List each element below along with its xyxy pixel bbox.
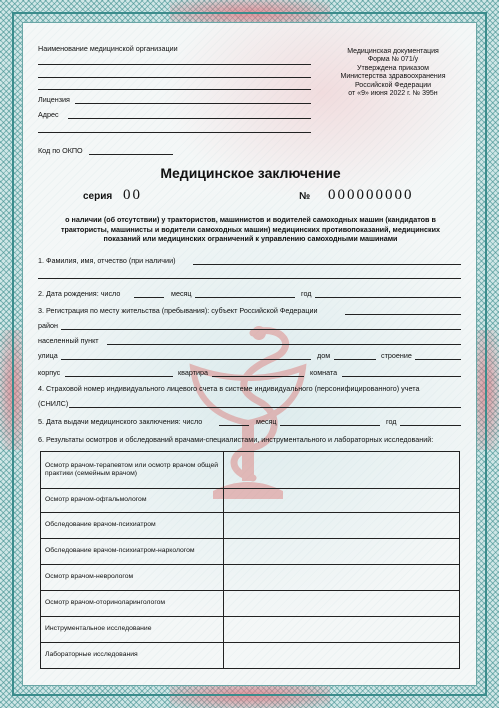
birth-month-line[interactable]	[195, 297, 295, 298]
birth-month-label: месяц	[171, 289, 192, 298]
exam-result-cell[interactable]	[224, 565, 460, 591]
doc-info-line: Медицинская документация	[347, 48, 439, 55]
district-line[interactable]	[61, 329, 461, 330]
org-name-line-3[interactable]	[38, 89, 311, 90]
subtitle-line: о наличии (об отсутствии) у трактористов, машинистов и водителей самоходных машин (кандидатов в	[65, 215, 436, 224]
table-row	[41, 452, 460, 489]
flat-line[interactable]	[212, 376, 304, 377]
exams-table	[40, 451, 460, 669]
fio-label: 1. Фамилия, имя, отчество (при наличии)	[38, 256, 176, 265]
fio-line-2[interactable]	[38, 278, 461, 279]
registration-label: 3. Регистрация по месту жительства (пребывания): субъект Российской Федерации	[38, 306, 318, 315]
exam-result-cell[interactable]	[224, 452, 460, 489]
exam-result-cell[interactable]	[224, 539, 460, 565]
number-label: №	[299, 191, 311, 202]
exam-name: Обследование врачом-психиатром-наркологом	[41, 539, 224, 565]
street-label: улица	[38, 351, 58, 360]
doc-info-line: Форма № 071/у	[367, 56, 419, 64]
page-title: Медицинское заключение	[160, 165, 341, 181]
registration-subject-line[interactable]	[345, 314, 461, 315]
birth-year-line[interactable]	[315, 297, 461, 298]
birth-year-label: год	[301, 289, 312, 298]
birth-day-line[interactable]	[134, 297, 164, 298]
building-label: строение	[381, 351, 412, 360]
seria-label: серия	[83, 191, 113, 202]
district-label: район	[38, 321, 58, 330]
issue-month-line[interactable]	[280, 425, 380, 426]
org-name-label: Наименование медицинской организации	[38, 44, 178, 53]
korpus-line[interactable]	[65, 376, 173, 377]
exam-name: Осмотр врачом-офтальмологом	[41, 489, 224, 513]
table-row	[41, 565, 460, 591]
address-line-1[interactable]	[68, 118, 311, 119]
issue-year-line[interactable]	[400, 425, 461, 426]
room-line[interactable]	[342, 376, 461, 377]
table-row	[41, 513, 460, 539]
table-row	[41, 643, 460, 669]
subtitle-line: показаний или медицинских ограничений к управлению самоходными машинами	[103, 234, 398, 243]
exam-name: Осмотр врачом-терапевтом или осмотр врачом общей практики (семейным врачом)	[41, 452, 224, 489]
exam-result-cell[interactable]	[224, 591, 460, 617]
exam-result-cell[interactable]	[224, 643, 460, 669]
house-label: дом	[317, 351, 331, 360]
korpus-label: корпус	[38, 368, 61, 377]
locality-label: населенный пункт	[38, 336, 99, 345]
results-label: 6. Результаты осмотров и обследований врачами-специалистами, инструментального и лабораторных исследований:	[38, 435, 434, 444]
exam-name: Осмотр врачом-неврологом	[41, 565, 224, 591]
document-form-info	[323, 48, 463, 98]
issue-date-label: 5. Дата выдачи медицинского заключения: число	[38, 417, 203, 426]
exam-name: Осмотр врачом-оториноларингологом	[41, 591, 224, 617]
org-name-line-1[interactable]	[38, 64, 311, 65]
exam-name: Инструментальное исследование	[41, 617, 224, 643]
exam-result-cell[interactable]	[224, 513, 460, 539]
building-line[interactable]	[415, 359, 461, 360]
house-line[interactable]	[334, 359, 376, 360]
okpo-label: Код по ОКПО	[38, 146, 83, 155]
exam-name: Обследование врачом-психиатром	[41, 513, 224, 539]
subtitle-line: трактористы, машинисты и водители самоходных машин) медицинских противопоказаний, медицинских	[61, 224, 440, 234]
subtitle	[33, 215, 468, 244]
license-line[interactable]	[75, 103, 311, 104]
issue-year-label: год	[386, 417, 397, 426]
org-name-line-2[interactable]	[38, 77, 311, 78]
exam-result-cell[interactable]	[224, 617, 460, 643]
doc-info-line: от «9» июня 2022 г. № 395н	[348, 90, 438, 98]
birth-date-label: 2. Дата рождения: число	[38, 289, 121, 298]
form-sheet	[22, 22, 477, 686]
exam-name: Лабораторные исследования	[41, 643, 224, 669]
doc-info-line: Министерства здравоохранения	[340, 73, 446, 81]
number-value: 000000000	[328, 187, 414, 203]
okpo-line[interactable]	[89, 154, 173, 155]
doc-info-line: Утверждена приказом	[357, 64, 429, 72]
issue-day-line[interactable]	[219, 425, 249, 426]
snils-label-abbr: (СНИЛС)	[38, 399, 69, 408]
table-row	[41, 591, 460, 617]
table-row	[41, 539, 460, 565]
seria-value: 00	[123, 187, 142, 203]
flat-label: квартира	[178, 368, 209, 377]
address-label: Адрес	[38, 110, 59, 119]
table-row	[41, 489, 460, 513]
fio-line-1[interactable]	[193, 264, 461, 265]
snils-label: 4. Страховой номер индивидуального лицевого счета в системе индивидуального (персонифицированного) учета	[38, 384, 420, 393]
locality-line[interactable]	[107, 344, 461, 345]
address-line-2[interactable]	[38, 132, 311, 133]
snils-line[interactable]	[69, 407, 461, 408]
license-label: Лицензия	[38, 95, 70, 104]
doc-info-line: Российской Федерации	[354, 81, 432, 89]
street-line[interactable]	[61, 359, 311, 360]
exam-result-cell[interactable]	[224, 489, 460, 513]
issue-month-label: месяц	[256, 417, 277, 426]
table-row	[41, 617, 460, 643]
room-label: комната	[310, 368, 338, 377]
